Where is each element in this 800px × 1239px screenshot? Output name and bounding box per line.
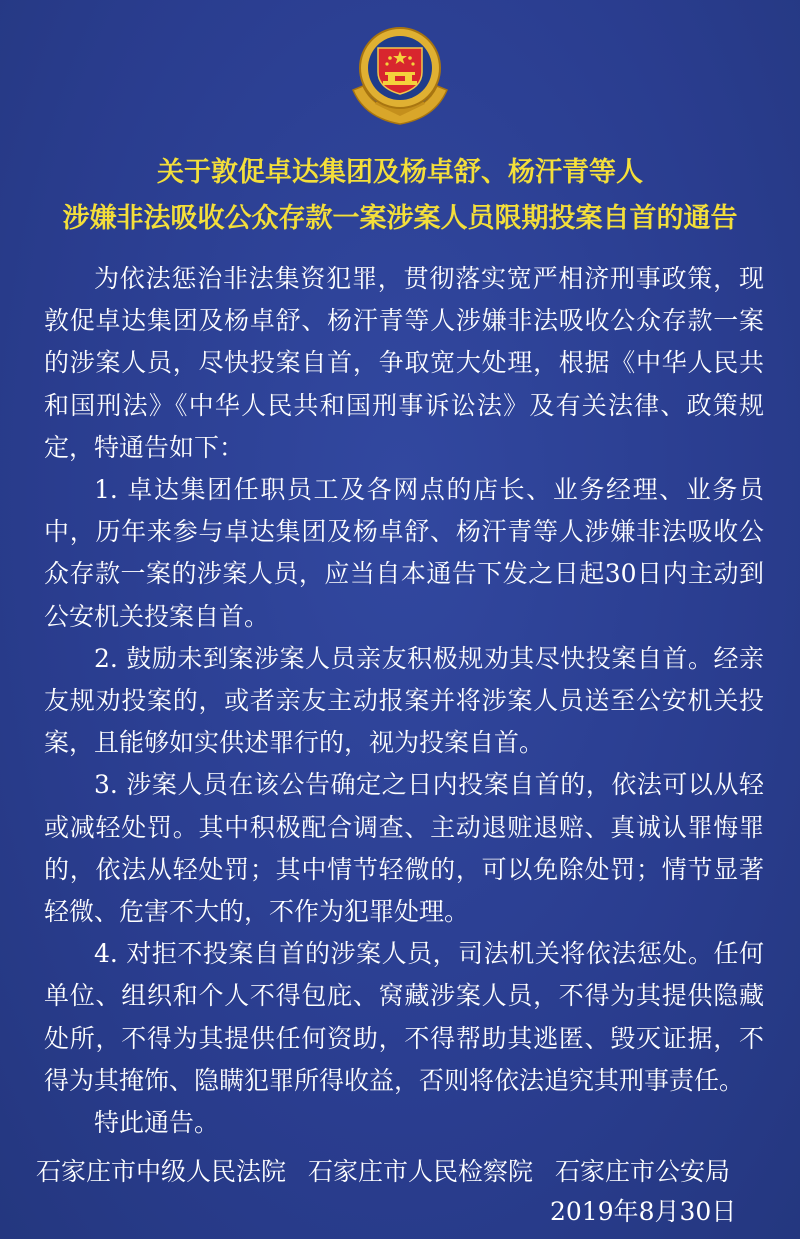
notice-title-line-2: 涉嫌非法吸收公众存款一案涉案人员限期投案自首的通告	[62, 203, 738, 234]
issuer-public-security-bureau: 石家庄市公安局	[554, 1157, 730, 1186]
notice-clause-3: 3. 涉案人员在该公告确定之日内投案自首的，依法可以从轻或减轻处罚。其中积极配合调查、主动退赃退赔、真诚认罪悔罪的，依法从轻处罚；其中情节轻微的，可以免除处罚；情节显著轻微、危害不大的，不作为犯罪处理。	[44, 770, 764, 927]
issuer-procuratorate: 石家庄市人民检察院	[307, 1157, 533, 1186]
notice-clause-1: 1. 卓达集团任职员工及各网点的店长、业务经理、业务员中，历年来参与卓达集团及杨卓舒、杨汗青等人涉嫌非法吸收公众存款一案的涉案人员，应当自本通告下发之日起30日内主动到公安机关投案自首。	[44, 475, 764, 631]
notice-clause-2: 2. 鼓励未到案涉案人员亲友积极规劝其尽快投案自首。经亲友规劝投案的，或者亲友主动报案并将涉案人员送至公安机关投案，且能够如实供述罪行的，视为投案自首。	[44, 643, 764, 758]
notice-clause-4: 4. 对拒不投案自首的涉案人员，司法机关将依法惩处。任何单位、组织和个人不得包庇、窝藏涉案人员，不得为其提供隐藏处所，不得为其提供任何资助，不得帮助其逃匿、毁灭证据，不得为其掩饰、隐瞒犯罪所得收益，否则将依法追究其刑事责任。	[44, 939, 764, 1095]
police-emblem-icon	[345, 20, 455, 130]
issuing-authorities	[36, 1152, 776, 1188]
issuer-court: 石家庄市中级人民法院	[36, 1157, 287, 1186]
notice-body	[44, 258, 764, 1144]
notice-title-line-1: 关于敦促卓达集团及杨卓舒、杨汗青等人	[157, 157, 643, 188]
notice-closing: 特此通告。	[94, 1108, 220, 1138]
notice-date: 2019年8月30日	[550, 1197, 737, 1226]
notice-paragraph-intro: 为依法惩治非法集资犯罪，贯彻落实宽严相济刑事政策，现敦促卓达集团及杨卓舒、杨汗青等人涉嫌非法吸收公众存款一案的涉案人员，尽快投案自首，争取宽大处理，根据《中华人民共和国刑法》《中华人民共和国刑事诉讼法》及有关法律、政策规定，特通告如下：	[44, 264, 764, 462]
